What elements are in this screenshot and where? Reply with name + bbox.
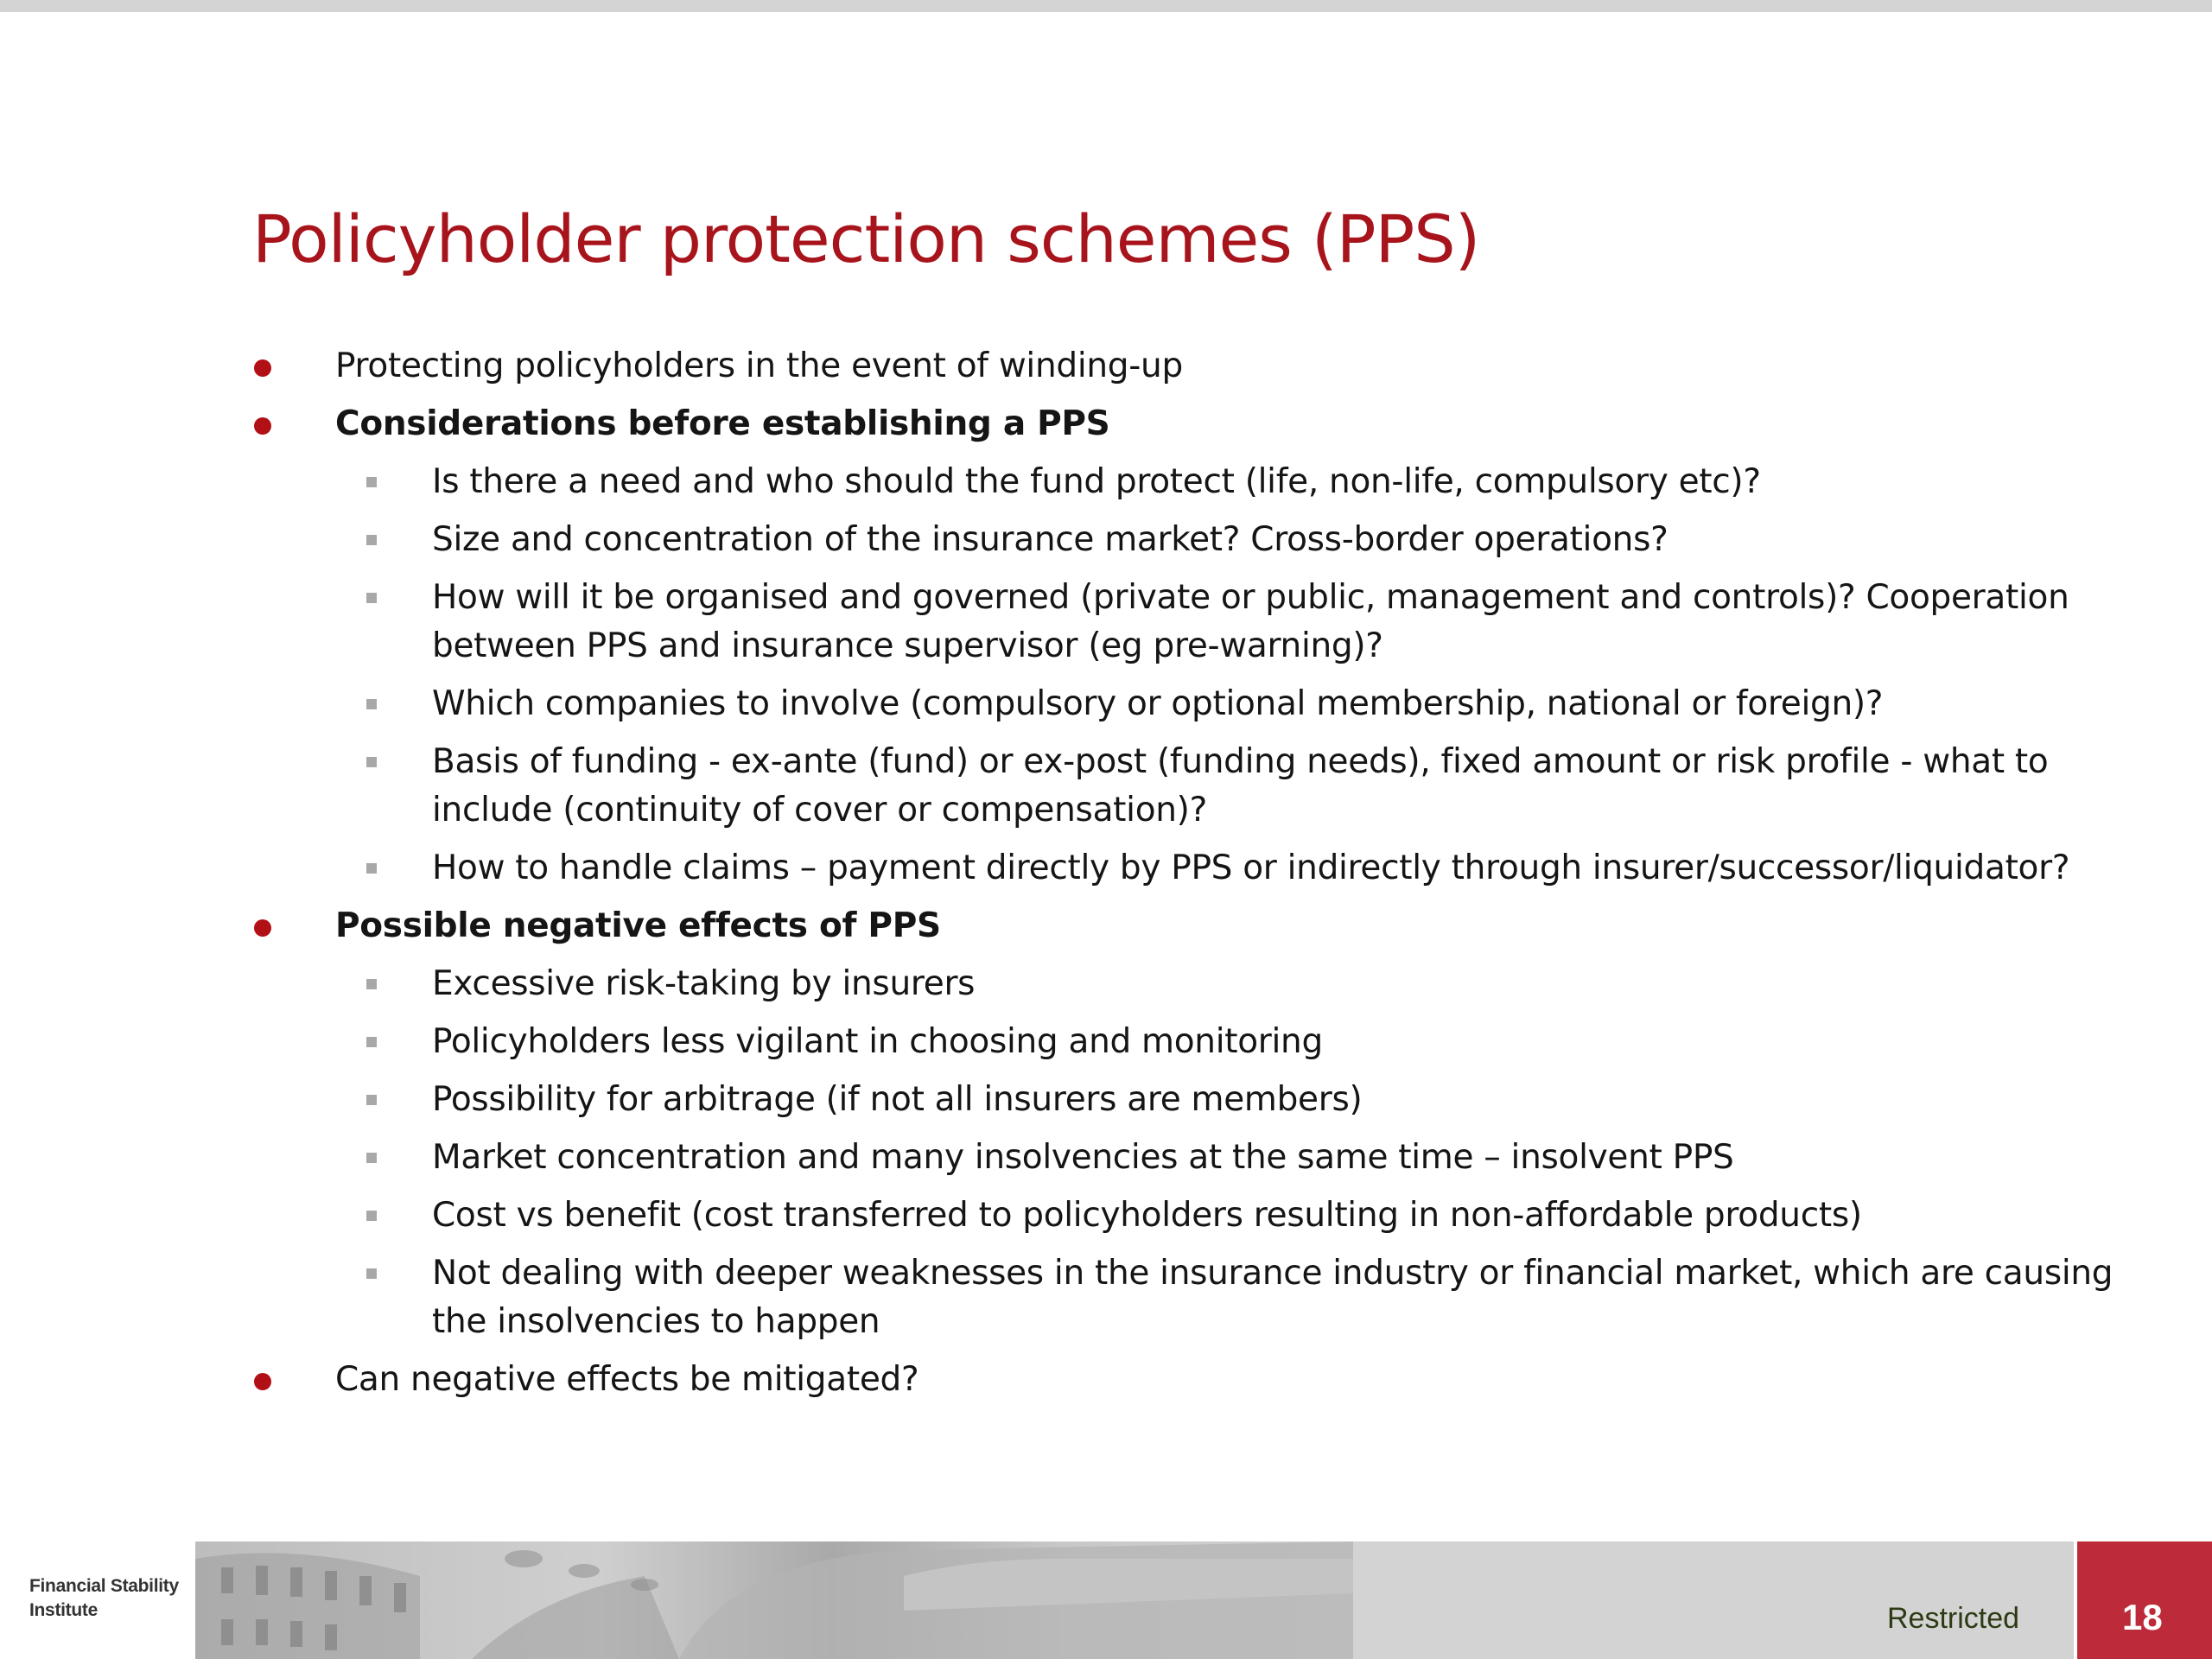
sub-bullet-item: Market concentration and many insolvencies at the same time – insolvent PPS (432, 1138, 1734, 1177)
bullet-item: Protecting policyholders in the event of winding-up (335, 346, 1183, 385)
bullet-square-icon (366, 699, 377, 709)
bullet-square-icon (366, 1153, 377, 1163)
bullet-square-icon (366, 757, 377, 767)
bullet-square-icon (366, 1095, 377, 1105)
sub-bullet-item: How will it be organised and governed (private or public, management and controls)? Cooperation (432, 578, 2069, 617)
sub-bullet-continuation: the insolvencies to happen (432, 1302, 880, 1341)
fsi-logo (29, 1574, 179, 1623)
sub-bullet-item: How to handle claims – payment directly by PPS or indirectly through insurer/successor/liquidator? (432, 849, 2070, 887)
page-number: 18 (2122, 1597, 2163, 1637)
sub-bullet-item: Size and concentration of the insurance market? Cross-border operations? (432, 520, 1669, 559)
bullet-item: Can negative effects be mitigated? (335, 1360, 919, 1399)
page-number-box (2074, 1541, 2212, 1659)
sub-bullet-item: Which companies to involve (compulsory or optional membership, national or foreign)? (432, 684, 1884, 723)
sub-bullet-item: Policyholders less vigilant in choosing and monitoring (432, 1022, 1323, 1061)
footer-gray-band (1353, 1541, 2074, 1659)
sub-bullet-item: Possibility for arbitrage (if not all insurers are members) (432, 1080, 1363, 1119)
bullet-square-icon (366, 863, 377, 874)
logo-line-1: Financial Stability (29, 1576, 179, 1596)
bullet-square-icon (366, 979, 377, 989)
sub-bullet-continuation: include (continuity of cover or compensation)? (432, 791, 1207, 830)
sub-bullet-item: Cost vs benefit (cost transferred to policyholders resulting in non-affordable products) (432, 1196, 1862, 1235)
footer-logo-area (0, 1541, 195, 1659)
bullet-square-icon (366, 477, 377, 487)
bullet-square-icon (366, 1037, 377, 1047)
sub-bullet-continuation: between PPS and insurance supervisor (eg pre-warning)? (432, 626, 1383, 665)
footer (0, 1541, 2212, 1659)
sub-bullet-item: Excessive risk-taking by insurers (432, 964, 976, 1003)
bullet-dot-icon (254, 919, 271, 937)
bullet-square-icon (366, 593, 377, 603)
slide-title: Policyholder protection schemes (PPS) (252, 200, 1480, 277)
bullet-dot-icon (254, 1373, 271, 1390)
classification-label: Restricted (1887, 1602, 2020, 1635)
bullet-square-icon (366, 1268, 377, 1279)
bullet-square-icon (366, 535, 377, 545)
logo-line-2: Institute (29, 1600, 98, 1620)
sub-bullet-item: Not dealing with deeper weaknesses in the insurance industry or financial market, which are causing (432, 1254, 2113, 1293)
sub-bullet-item: Basis of funding - ex-ante (fund) or ex-post (funding needs), fixed amount or risk profile - what to (432, 742, 2049, 781)
bullet-dot-icon (254, 417, 271, 435)
top-bar (0, 0, 2212, 12)
footer-building-image (195, 1541, 1353, 1659)
bullet-item: Possible negative effects of PPS (335, 906, 941, 945)
bullet-dot-icon (254, 359, 271, 377)
building-illustration (195, 1541, 1353, 1659)
bullet-square-icon (366, 1211, 377, 1221)
bullet-item: Considerations before establishing a PPS (335, 404, 1110, 443)
sub-bullet-item: Is there a need and who should the fund protect (life, non-life, compulsory etc)? (432, 462, 1761, 501)
